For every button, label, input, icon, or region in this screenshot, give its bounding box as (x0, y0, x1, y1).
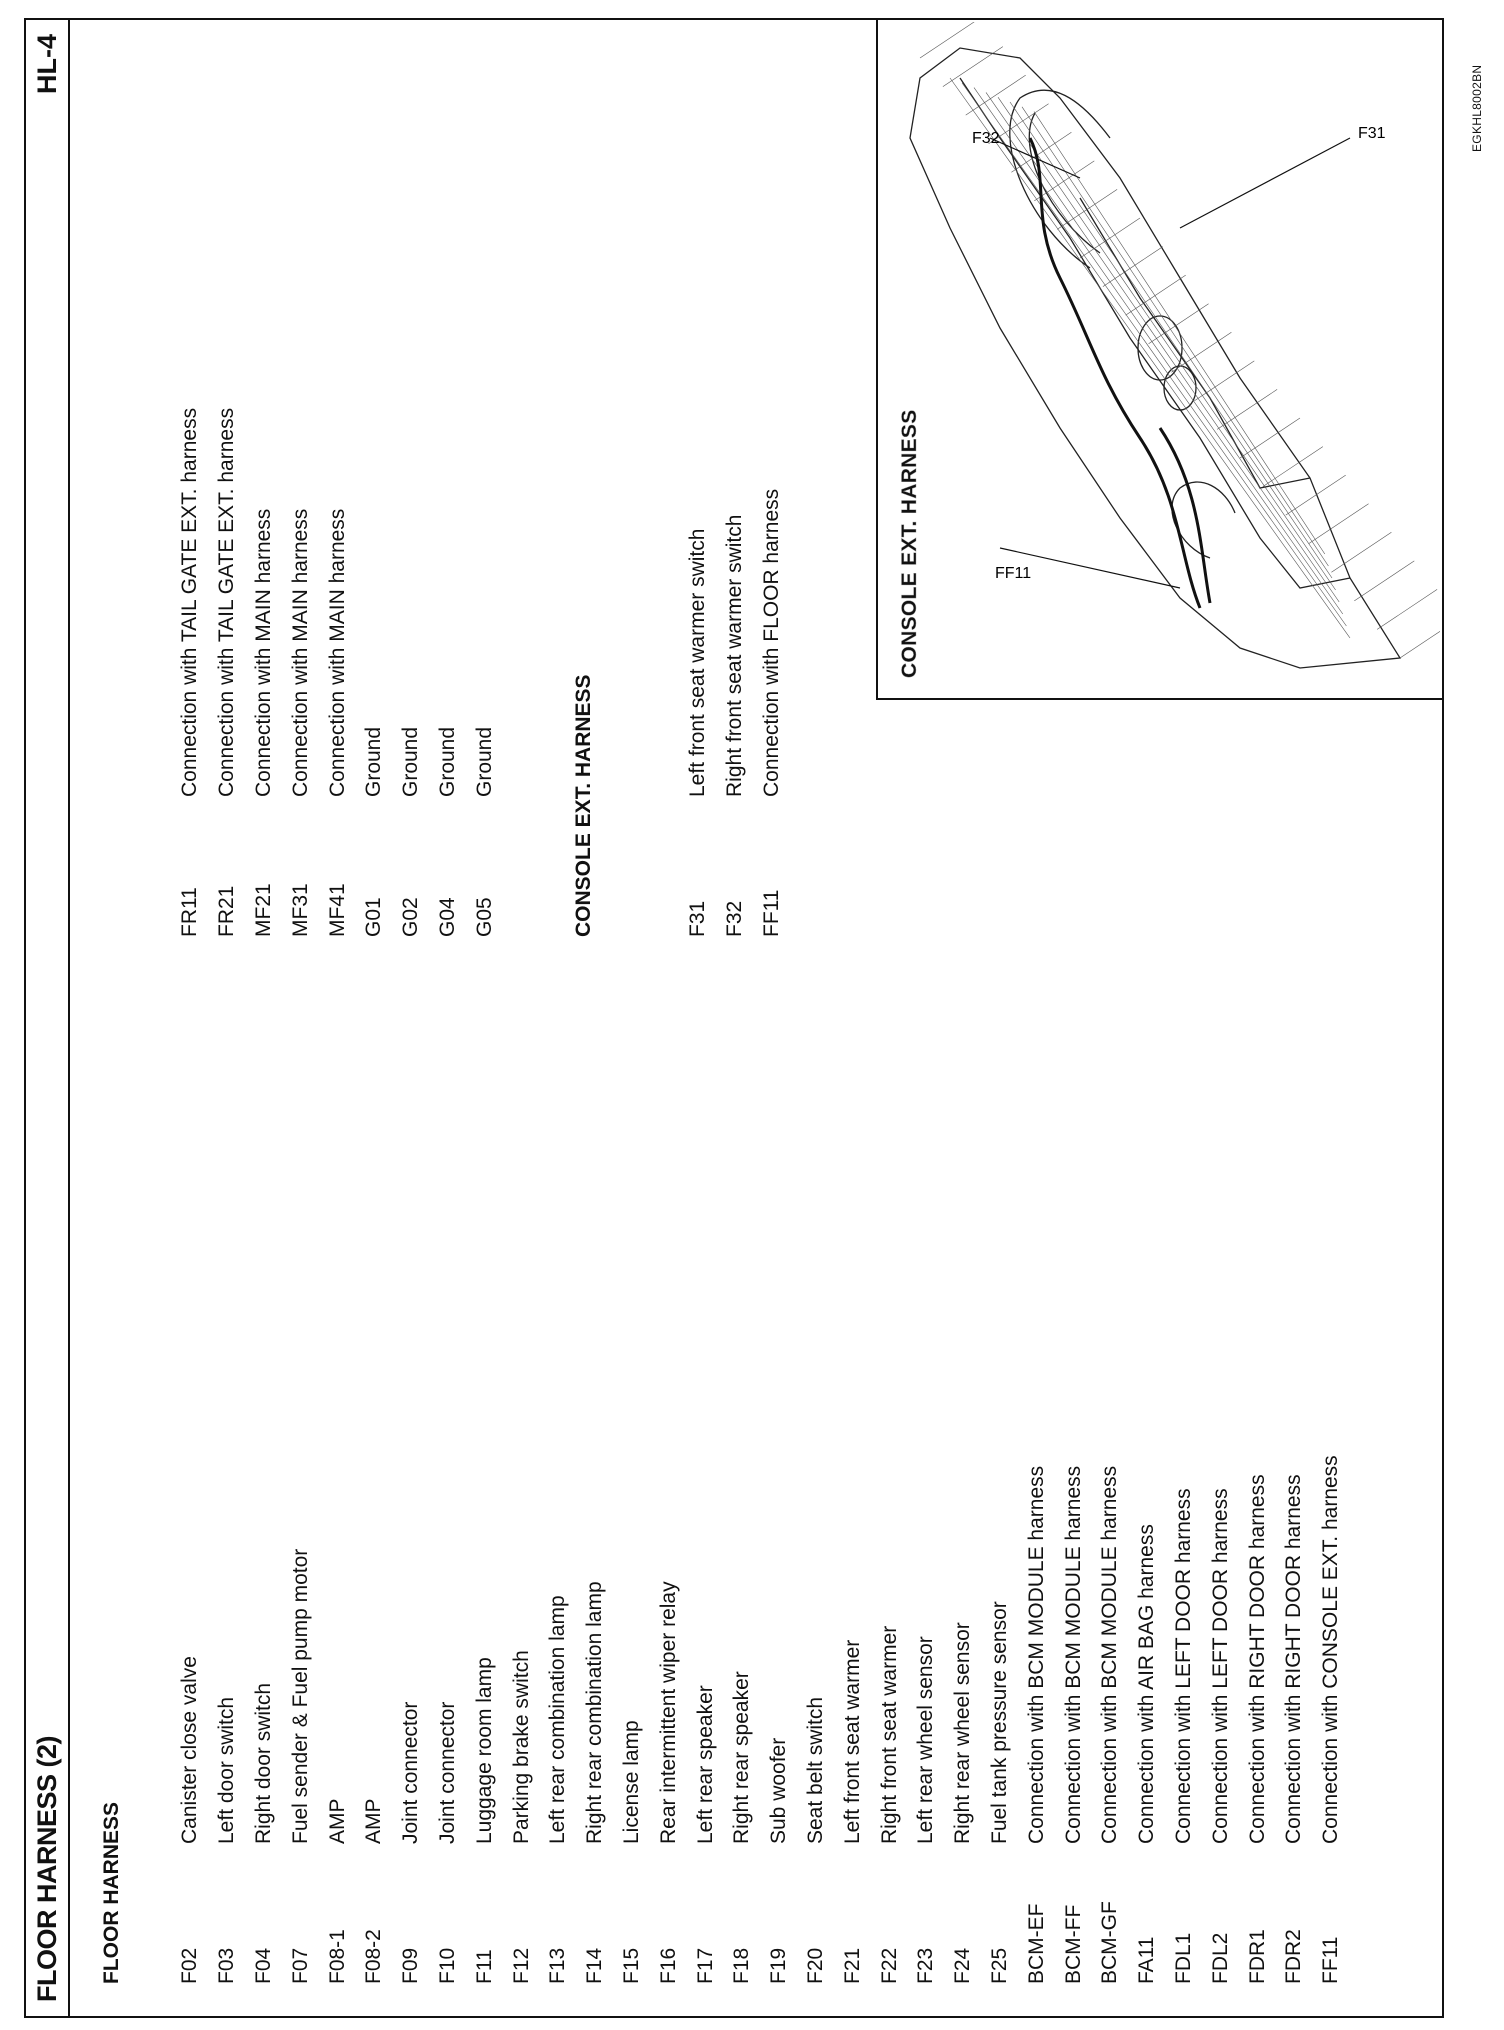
connector-row (246, 1224, 283, 1984)
connector-code: F08-2 (362, 1929, 386, 1984)
connector-code: F15 (619, 1947, 643, 1984)
connector-code: F19 (767, 1947, 791, 1984)
connector-row (209, 177, 246, 937)
mesh-line (1057, 189, 1117, 229)
mesh-line (1240, 418, 1300, 458)
diagram-box-top-border (876, 18, 878, 700)
connector-row (717, 177, 754, 937)
mesh-line (974, 88, 1343, 614)
connector-code: MF31 (288, 883, 312, 937)
connector-code: F18 (730, 1947, 754, 1984)
connector-description: Connection with MAIN harness (325, 508, 349, 797)
connector-row (393, 1224, 430, 1984)
connector-description: Connection with BCM MODULE harness (1024, 1465, 1048, 1844)
connector-code: FDL2 (1208, 1932, 1232, 1984)
connector-description: Right rear speaker (730, 1671, 754, 1844)
connector-row (945, 1224, 982, 1984)
connector-description: Left front seat warmer (840, 1639, 864, 1844)
image-code: EGKHL8002BN (1470, 64, 1484, 152)
connector-code: F21 (840, 1947, 864, 1984)
connector-code: FR21 (215, 885, 239, 937)
connector-description: Connection with LEFT DOOR harness (1208, 1488, 1232, 1844)
connector-row (503, 1224, 540, 1984)
mesh-line (920, 22, 980, 58)
mesh-line (1034, 112, 1325, 554)
console-mesh (920, 22, 1440, 658)
connector-code: G04 (435, 897, 459, 937)
connector-description: Ground (435, 726, 459, 797)
floor-harness-title: FLOOR HARNESS (100, 1801, 123, 1984)
connector-row (798, 1224, 835, 1984)
connector-description: Left front seat warmer switch (686, 528, 710, 797)
connector-description: Connection with TAIL GATE EXT. harness (215, 407, 239, 797)
connector-row (1276, 1224, 1313, 1984)
connector-code: F09 (399, 1947, 423, 1984)
connector-code: F03 (215, 1947, 239, 1984)
connector-description: Joint connector (435, 1701, 459, 1844)
connector-description: Canister close valve (178, 1656, 202, 1844)
connector-description: Fuel sender & Fuel pump motor (288, 1548, 312, 1844)
connector-description: Right rear combination lamp (583, 1581, 607, 1844)
callout-f31-leader (1180, 138, 1350, 228)
connector-row (540, 1224, 577, 1984)
connector-description: Right rear wheel sensor (951, 1622, 975, 1844)
connector-code: F32 (723, 900, 747, 937)
connector-description: Connection with RIGHT DOOR harness (1282, 1474, 1306, 1844)
connector-description: Ground (399, 726, 423, 797)
connector-code: BCM-FF (1061, 1904, 1085, 1984)
connector-row (1313, 1224, 1350, 1984)
connector-code: F02 (178, 1947, 202, 1984)
connector-code: BCM-EF (1024, 1903, 1048, 1984)
connector-row (724, 1224, 761, 1984)
mesh-line (1126, 275, 1186, 315)
console-connector-list (680, 177, 790, 937)
mesh-line (1354, 561, 1414, 601)
connector-code: F10 (435, 1947, 459, 1984)
connector-row (209, 1224, 246, 1984)
page-header (26, 20, 70, 2016)
connector-row (393, 177, 430, 937)
connector-description: Connection with MAIN harness (288, 508, 312, 797)
mesh-line (1034, 161, 1094, 201)
connector-row (908, 1224, 945, 1984)
connector-description: Connection with CONSOLE EXT. harness (1319, 1455, 1343, 1844)
connector-code: FR11 (178, 887, 202, 937)
connector-description: Fuel tank pressure sensor (987, 1601, 1011, 1844)
connector-row (319, 177, 356, 937)
connector-description: Ground (362, 726, 386, 797)
console-harness-title: CONSOLE EXT. HARNESS (572, 674, 595, 937)
connector-row (282, 177, 319, 937)
connector-code: G02 (399, 897, 423, 937)
connector-description: Connection with BCM MODULE harness (1098, 1465, 1122, 1844)
connector-code: F16 (656, 1947, 680, 1984)
mesh-line (962, 83, 1346, 626)
mesh-line (1377, 589, 1437, 629)
connector-row (172, 177, 209, 937)
connector-description: Left rear speaker (693, 1685, 717, 1844)
connector-code: F13 (546, 1947, 570, 1984)
connector-description: Left rear combination lamp (546, 1595, 570, 1844)
connector-row (871, 1224, 908, 1984)
connector-code: FDR2 (1282, 1929, 1306, 1984)
connector-code: FDR1 (1245, 1929, 1269, 1984)
connector-description: Left door switch (215, 1696, 239, 1844)
connector-row (1129, 1224, 1166, 1984)
mesh-line (950, 78, 1350, 638)
mesh-line (1217, 389, 1277, 429)
connector-description: Luggage room lamp (472, 1657, 496, 1844)
connector-row (356, 177, 393, 937)
connector-description: Joint connector (399, 1701, 423, 1844)
connector-code: MF41 (325, 883, 349, 937)
page-title: FLOOR HARNESS (2) (32, 1735, 62, 2002)
connector-code: G01 (362, 897, 386, 937)
connector-code: F14 (583, 1947, 607, 1984)
connector-code: F17 (693, 1947, 717, 1984)
connector-description: Connection with FLOOR harness (759, 488, 783, 797)
connector-description: Right front seat warmer switch (723, 514, 747, 797)
connector-row (466, 1224, 503, 1984)
connector-row (319, 1224, 356, 1984)
connector-code: FF11 (759, 889, 783, 937)
callout-f31 (1180, 125, 1386, 228)
connector-row (614, 1224, 651, 1984)
connector-description: Seat belt switch (803, 1696, 827, 1844)
mesh-line (1400, 618, 1440, 658)
mesh-line (1309, 504, 1369, 544)
floor-connector-list-continued (172, 177, 503, 937)
callout-ff11 (995, 548, 1180, 588)
connector-description: Rear intermittent wiper relay (656, 1581, 680, 1844)
connector-row (687, 1224, 724, 1984)
connector-row (1092, 1224, 1129, 1984)
connector-row (1239, 1224, 1276, 1984)
connector-code: F20 (803, 1947, 827, 1984)
connector-row (1018, 1224, 1055, 1984)
connector-row (761, 1224, 798, 1984)
connector-description: License lamp (619, 1720, 643, 1844)
connector-description: Connection with BCM MODULE harness (1061, 1465, 1085, 1844)
connector-code: F22 (877, 1947, 901, 1984)
connector-code: FDL1 (1171, 1932, 1195, 1984)
mesh-line (998, 97, 1336, 590)
mesh-line (1194, 361, 1254, 401)
connector-description: Parking brake switch (509, 1650, 533, 1844)
connector-code: F07 (288, 1947, 312, 1984)
connector-row (577, 1224, 614, 1984)
connector-description: Connection with AIR BAG harness (1135, 1524, 1159, 1844)
connector-row (172, 1224, 209, 1984)
connector-description: AMP (362, 1798, 386, 1844)
connector-row (834, 1224, 871, 1984)
connector-row (356, 1224, 393, 1984)
connector-row (246, 177, 283, 937)
connector-code: G05 (472, 897, 496, 937)
page-number: HL-4 (32, 34, 62, 94)
connector-description: Right front seat warmer (877, 1625, 901, 1844)
connector-code: MF21 (251, 883, 275, 937)
connector-row (282, 1224, 319, 1984)
callout-f32-label: F32 (972, 130, 1000, 147)
mesh-line (1022, 107, 1328, 566)
mesh-line (1331, 532, 1391, 572)
callout-f32-leader (990, 138, 1080, 178)
connector-description: Ground (472, 726, 496, 797)
connector-code: F25 (987, 1947, 1011, 1984)
connector-code: F08-1 (325, 1929, 349, 1984)
floor-connector-list (172, 1224, 1350, 1984)
connector-description: Left rear wheel sensor (914, 1636, 938, 1844)
connector-code: F12 (509, 1947, 533, 1984)
connector-description: Connection with MAIN harness (251, 508, 275, 797)
diagram-box-left-border (878, 698, 1444, 700)
connector-code: F11 (472, 1949, 496, 1984)
connector-row (1202, 1224, 1239, 1984)
mesh-line (1011, 132, 1071, 172)
connector-code: BCM-GF (1098, 1901, 1122, 1984)
connector-row (1055, 1224, 1092, 1984)
connector-code: F24 (951, 1947, 975, 1984)
console-harness-diagram (880, 22, 1440, 698)
connector-code: F23 (914, 1947, 938, 1984)
connector-description: AMP (325, 1798, 349, 1844)
connector-row (1166, 1224, 1203, 1984)
connector-row (650, 1224, 687, 1984)
connector-description: Connection with LEFT DOOR harness (1171, 1488, 1195, 1844)
connector-code: FA11 (1135, 1936, 1159, 1984)
connector-code: FF11 (1319, 1936, 1343, 1984)
connector-row (430, 1224, 467, 1984)
mesh-line (966, 75, 1026, 115)
connector-code: F04 (251, 1947, 275, 1984)
connector-code: F31 (686, 900, 710, 937)
connector-row (430, 177, 467, 937)
connector-description: Connection with RIGHT DOOR harness (1245, 1474, 1269, 1844)
connector-row (680, 177, 717, 937)
connector-description: Connection with TAIL GATE EXT. harness (178, 407, 202, 797)
connector-description: Right door switch (251, 1682, 275, 1844)
callout-ff11-label: FF11 (995, 565, 1032, 582)
callout-f31-label: F31 (1358, 125, 1386, 142)
connector-row (982, 1224, 1019, 1984)
connector-row (754, 177, 791, 937)
connector-row (466, 177, 503, 937)
connector-description: Sub woofer (767, 1737, 791, 1844)
diagram-caption: CONSOLE EXT. HARNESS (898, 409, 921, 678)
